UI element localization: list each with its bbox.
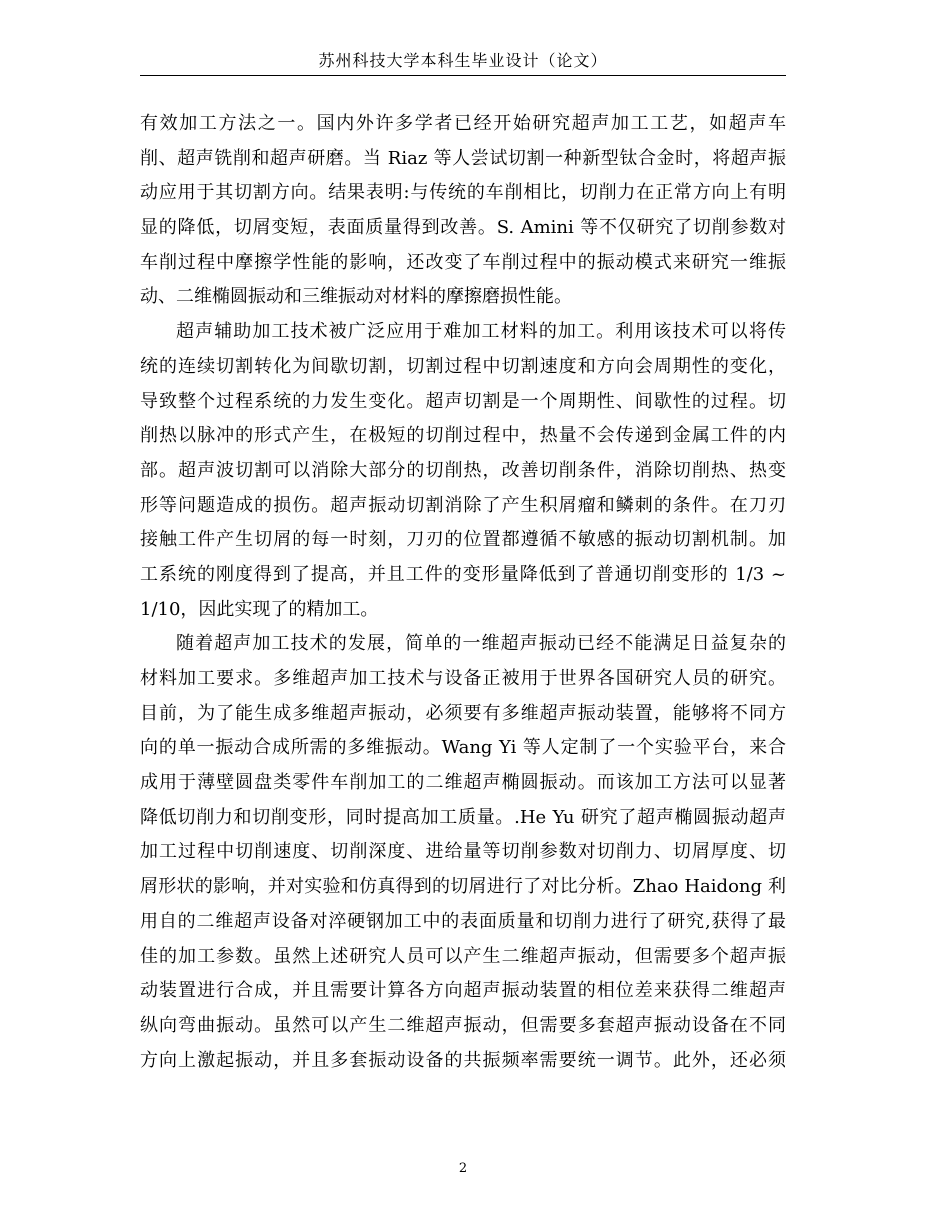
text-line: 有效加工方法之一。国内外许多学者已经开始研究超声加工工艺，如超声车 — [140, 113, 786, 134]
text-line: 屑形状的影响，并对实验和仿真得到的切屑进行了对比分析。Zhao Haidong 利 — [140, 876, 786, 898]
page-number: 2 — [458, 1161, 468, 1176]
document-body — [140, 107, 786, 1078]
page-header-title: 苏州科技大学本科生毕业设计（论文） — [318, 51, 608, 70]
header-divider — [140, 75, 786, 76]
text-line: 动装置进行合成，并且需要计算各方向超声振动装置的相位差来获得二维超声 — [140, 980, 786, 1002]
text-line: 成用于薄壁圆盘类零件车削加工的二维超声椭圆振动。而该加工方法可以显著 — [140, 772, 786, 794]
text-line: 向的单一振动合成所需的多维振动。Wang Yi 等人定制了一个实验平台，来合 — [140, 737, 786, 759]
text-line: 动应用于其切割方向。结果表明:与传统的车削相比，切削力在正常方向上有明 — [140, 182, 786, 204]
text-line: 材料加工要求。多维超声加工技术与设备正被用于世界各国研究人员的研究。 — [140, 668, 786, 689]
text-line: 统的连续切割转化为间歇切割，切割过程中切割速度和方向会周期性的变化， — [140, 355, 786, 377]
text-line: 削热以脉冲的形式产生，在极短的切削过程中，热量不会传递到金属工件的内 — [140, 425, 786, 447]
text-line: 动、二维椭圆振动和三维振动对材料的摩擦磨损性能。 — [140, 286, 572, 308]
text-line: 方向上激起振动，并且多套振动设备的共振频率需要统一调节。此外，还必须 — [140, 1049, 786, 1071]
text-line: 纵向弯曲振动。虽然可以产生二维超声振动，但需要多套超声振动设备在不同 — [140, 1014, 786, 1036]
text-line: 随着超声加工技术的发展，简单的一维超声振动已经不能满足日益复杂的 — [176, 633, 786, 655]
text-line: 车削过程中摩擦学性能的影响，还改变了车削过程中的振动模式来研究一维振 — [140, 251, 786, 273]
text-line: 目前，为了能生成多维超声振动，必须要有多维超声振动装置，能够将不同方 — [140, 702, 786, 724]
text-line: 导致整个过程系统的力发生变化。超声切割是一个周期性、间歇性的过程。切 — [140, 390, 786, 412]
text-line: 超声辅助加工技术被广泛应用于难加工材料的加工。利用该技术可以将传 — [176, 321, 786, 343]
text-line: 佳的加工参数。虽然上述研究人员可以产生二维超声振动，但需要多个超声振 — [140, 945, 786, 967]
text-line: 显的降低，切屑变短，表面质量得到改善。S. Amini 等不仅研究了切削参数对 — [140, 217, 786, 239]
text-line: 削、超声铣削和超声研磨。当 Riaz 等人尝试切割一种新型钛合金时，将超声振 — [140, 147, 786, 169]
text-line: 形等问题造成的损伤。超声振动切割消除了产生积屑瘤和鳞刺的条件。在刀刃 — [140, 494, 786, 516]
text-line: 接触工件产生切屑的每一时刻，刀刃的位置都遵循不敏感的振动切割机制。加 — [140, 529, 786, 551]
text-line: 用自的二维超声设备对淬硬钢加工中的表面质量和切削力进行了研究,获得了最 — [140, 910, 786, 932]
text-line: 部。超声波切割可以消除大部分的切削热，改善切削条件，消除切削热、热变 — [140, 459, 786, 481]
text-line: 加工过程中切削速度、切削深度、进给量等切削参数对切削力、切屑厚度、切 — [140, 841, 786, 863]
text-line: 工系统的刚度得到了提高，并且工件的变形量降低到了普通切削变形的 1/3 ~ — [140, 563, 786, 585]
text-line: 降低切削力和切削变形，同时提高加工质量。.He Yu 研究了超声椭圆振动超声 — [140, 806, 786, 828]
text-line: 1/10，因此实现了的精加工。 — [140, 598, 379, 620]
